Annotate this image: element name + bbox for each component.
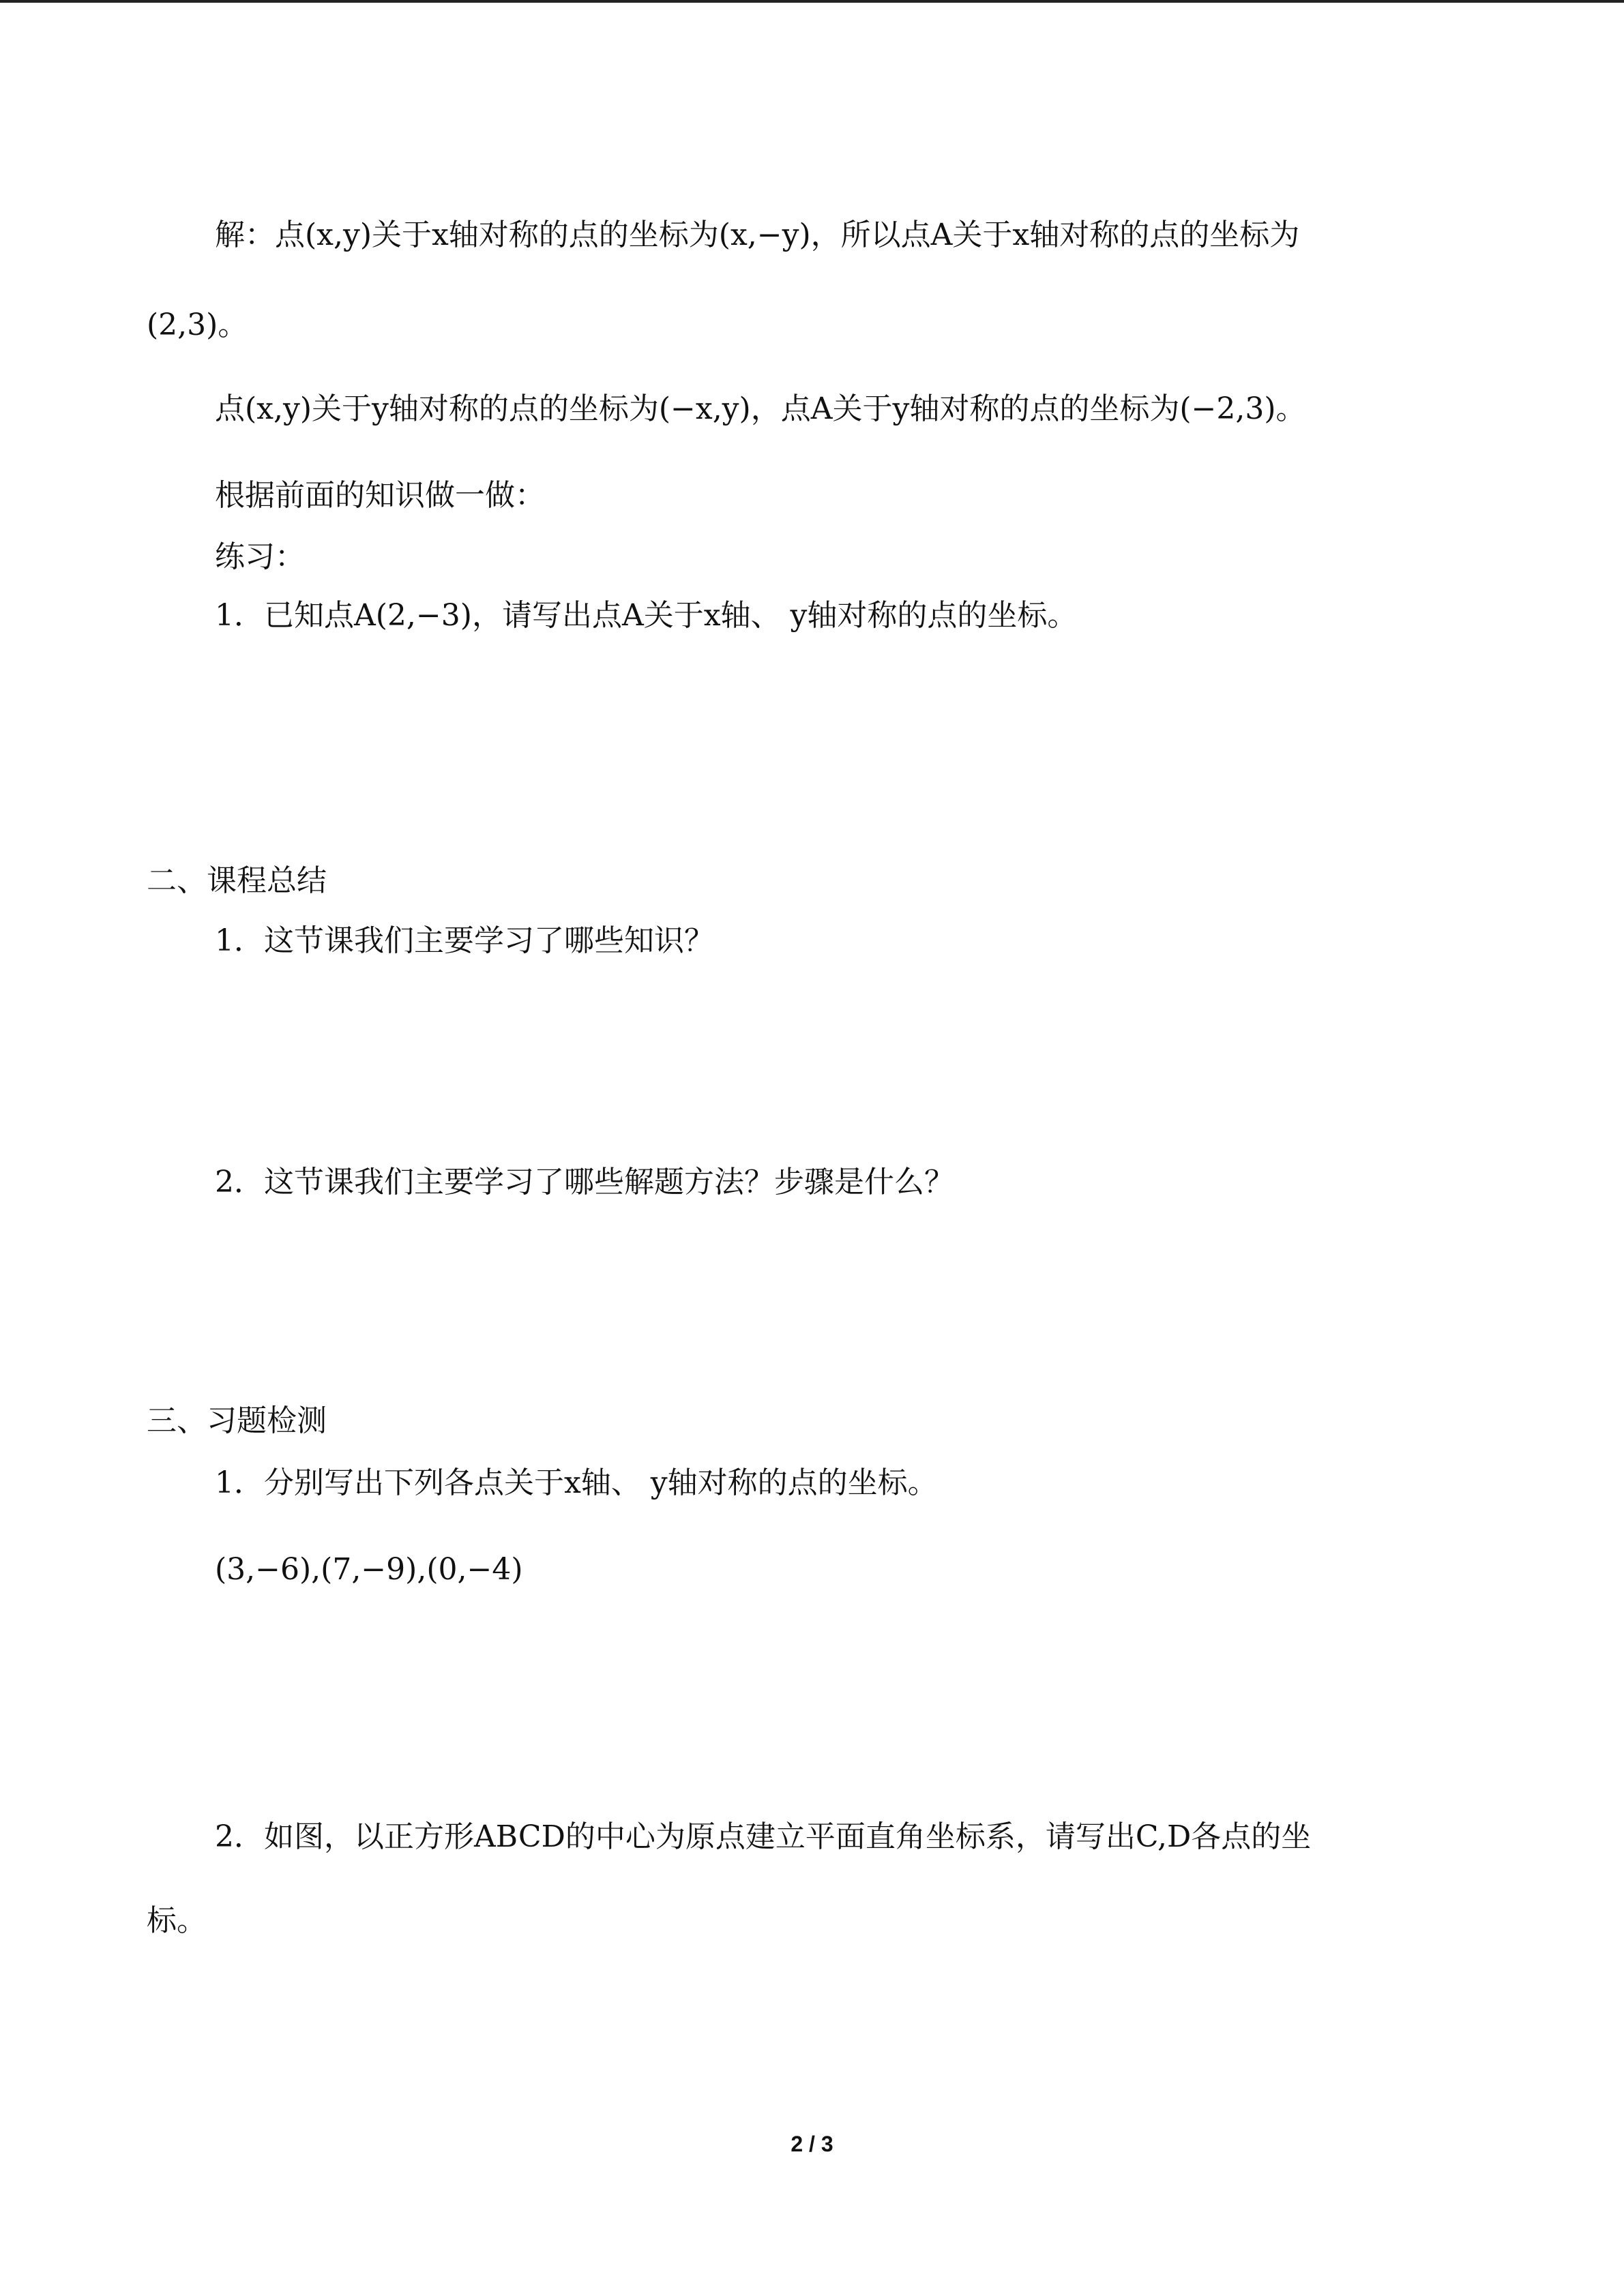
exercise-label: 练习： xyxy=(215,539,305,574)
summary-question-2: 2．这节课我们主要学习了哪些解题方法？步骤是什么？ xyxy=(215,1165,954,1199)
exercises-question-2-line-1: 2．如图，以正方形ABCD的中心为原点建立平面直角坐标系，请写出C,D各点的坐 xyxy=(215,1819,1312,1854)
exercises-question-1: 1．分别写出下列各点关于x轴、 y轴对称的点的坐标。 xyxy=(215,1465,938,1500)
exercises-question-2-line-2: 标。 xyxy=(147,1903,207,1938)
summary-question-1: 1．这节课我们主要学习了哪些知识？ xyxy=(215,923,714,958)
solution-line-1: 解：点(x,y)关于x轴对称的点的坐标为(x,−y)，所以点A关于x轴对称的点的坐标为 xyxy=(215,218,1300,252)
solution-line-2: (2,3)。 xyxy=(147,308,248,342)
instruction-line: 根据前面的知识做一做： xyxy=(215,478,545,513)
section-heading-exercises: 三、习题检测 xyxy=(147,1403,327,1438)
page-number: 2 / 3 xyxy=(791,2132,833,2156)
exercises-question-1-points: (3,−6),(7,−9),(0,−4) xyxy=(215,1552,523,1587)
solution-line-3: 点(x,y)关于y轴对称的点的坐标为(−x,y)，点A关于y轴对称的点的坐标为(−2,3)。 xyxy=(215,391,1306,426)
document-page xyxy=(147,0,1483,2296)
exercise-question-1: 1．已知点A(2,−3)，请写出点A关于x轴、 y轴对称的点的坐标。 xyxy=(215,598,1078,633)
section-heading-summary: 二、课程总结 xyxy=(147,863,327,898)
